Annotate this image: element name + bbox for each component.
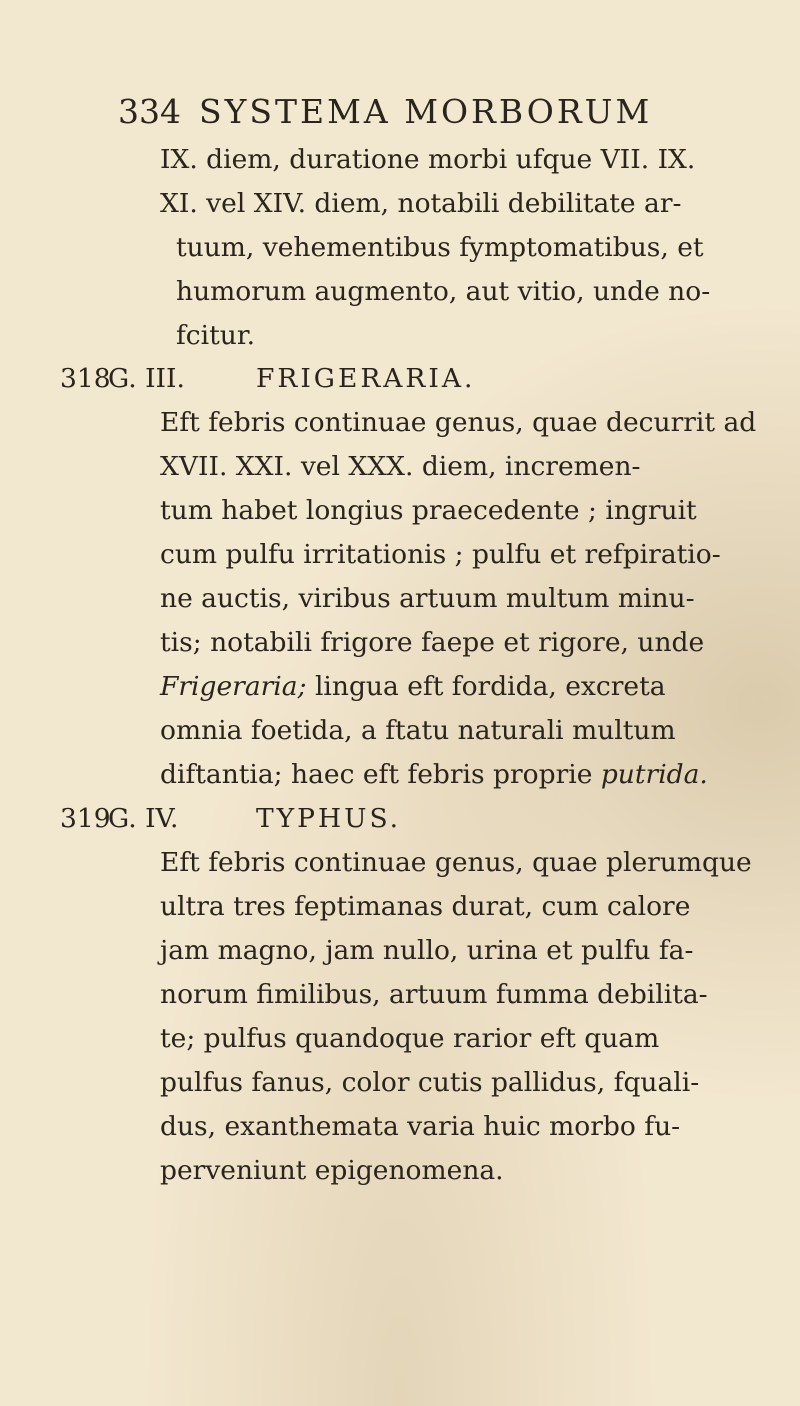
text-line: XI. vel XIV. diem, notabili debilitate ar-: [160, 188, 682, 219]
text-line: [160, 758, 708, 792]
text-line: humorum augmento, aut vitio, unde no-: [176, 276, 711, 307]
text-line: ne auctis, viribus artuum multum minu-: [160, 583, 695, 614]
genus-label: G. III.: [108, 363, 185, 394]
text-line: tuum, vehementibus fymptomatibus, et: [176, 232, 704, 263]
text-line: tis; notabili frigore faepe et rigore, unde: [160, 627, 705, 658]
section-title: FRIGERARIA.: [256, 363, 476, 394]
text-line: norum fimilibus, artuum fumma debilita-: [160, 979, 708, 1010]
page-number: 334: [118, 92, 181, 131]
text-line: cum pulfu irritationis ; pulfu et refpiratio-: [160, 539, 721, 570]
text-line: fcitur.: [176, 320, 256, 351]
section-title: TYPHUS.: [256, 803, 402, 834]
margin-number: 319: [60, 803, 111, 834]
text-line: Eft febris continuae genus, quae plerumque: [160, 847, 752, 878]
text-line: jam magno, jam nullo, urina et pulfu fa-: [160, 935, 694, 966]
text-span: diftantia; haec eft febris proprie: [160, 759, 601, 790]
genus-label: G. IV.: [108, 803, 179, 834]
text-span: lingua eft fordida, excreta: [306, 671, 666, 702]
margin-number: 318: [60, 363, 111, 394]
text-line: tum habet longius praecedente ; ingruit: [160, 495, 697, 526]
text-line: [160, 670, 666, 704]
text-line: perveniunt epigenomena.: [160, 1155, 504, 1186]
page-header: [118, 92, 652, 131]
section-heading: [108, 802, 401, 836]
italic-term: Frigeraria;: [160, 671, 307, 702]
italic-term: putrida.: [600, 759, 708, 790]
text-line: IX. diem, duratione morbi ufque VII. IX.: [160, 144, 696, 175]
text-line: ultra tres feptimanas durat, cum calore: [160, 891, 691, 922]
text-line: omnia foetida, a ftatu naturali multum: [160, 715, 676, 746]
section-heading: [108, 362, 475, 396]
text-line: Eft febris continuae genus, quae decurrit ad: [160, 407, 757, 438]
running-title: SYSTEMA MORBORUM: [199, 92, 653, 131]
text-line: dus, exanthemata varia huic morbo fu-: [160, 1111, 681, 1142]
text-line: te; pulfus quandoque rarior eft quam: [160, 1023, 660, 1054]
text-line: pulfus fanus, color cutis pallidus, fquali-: [160, 1067, 700, 1098]
text-line: XVII. XXI. vel XXX. diem, incremen-: [160, 451, 641, 482]
